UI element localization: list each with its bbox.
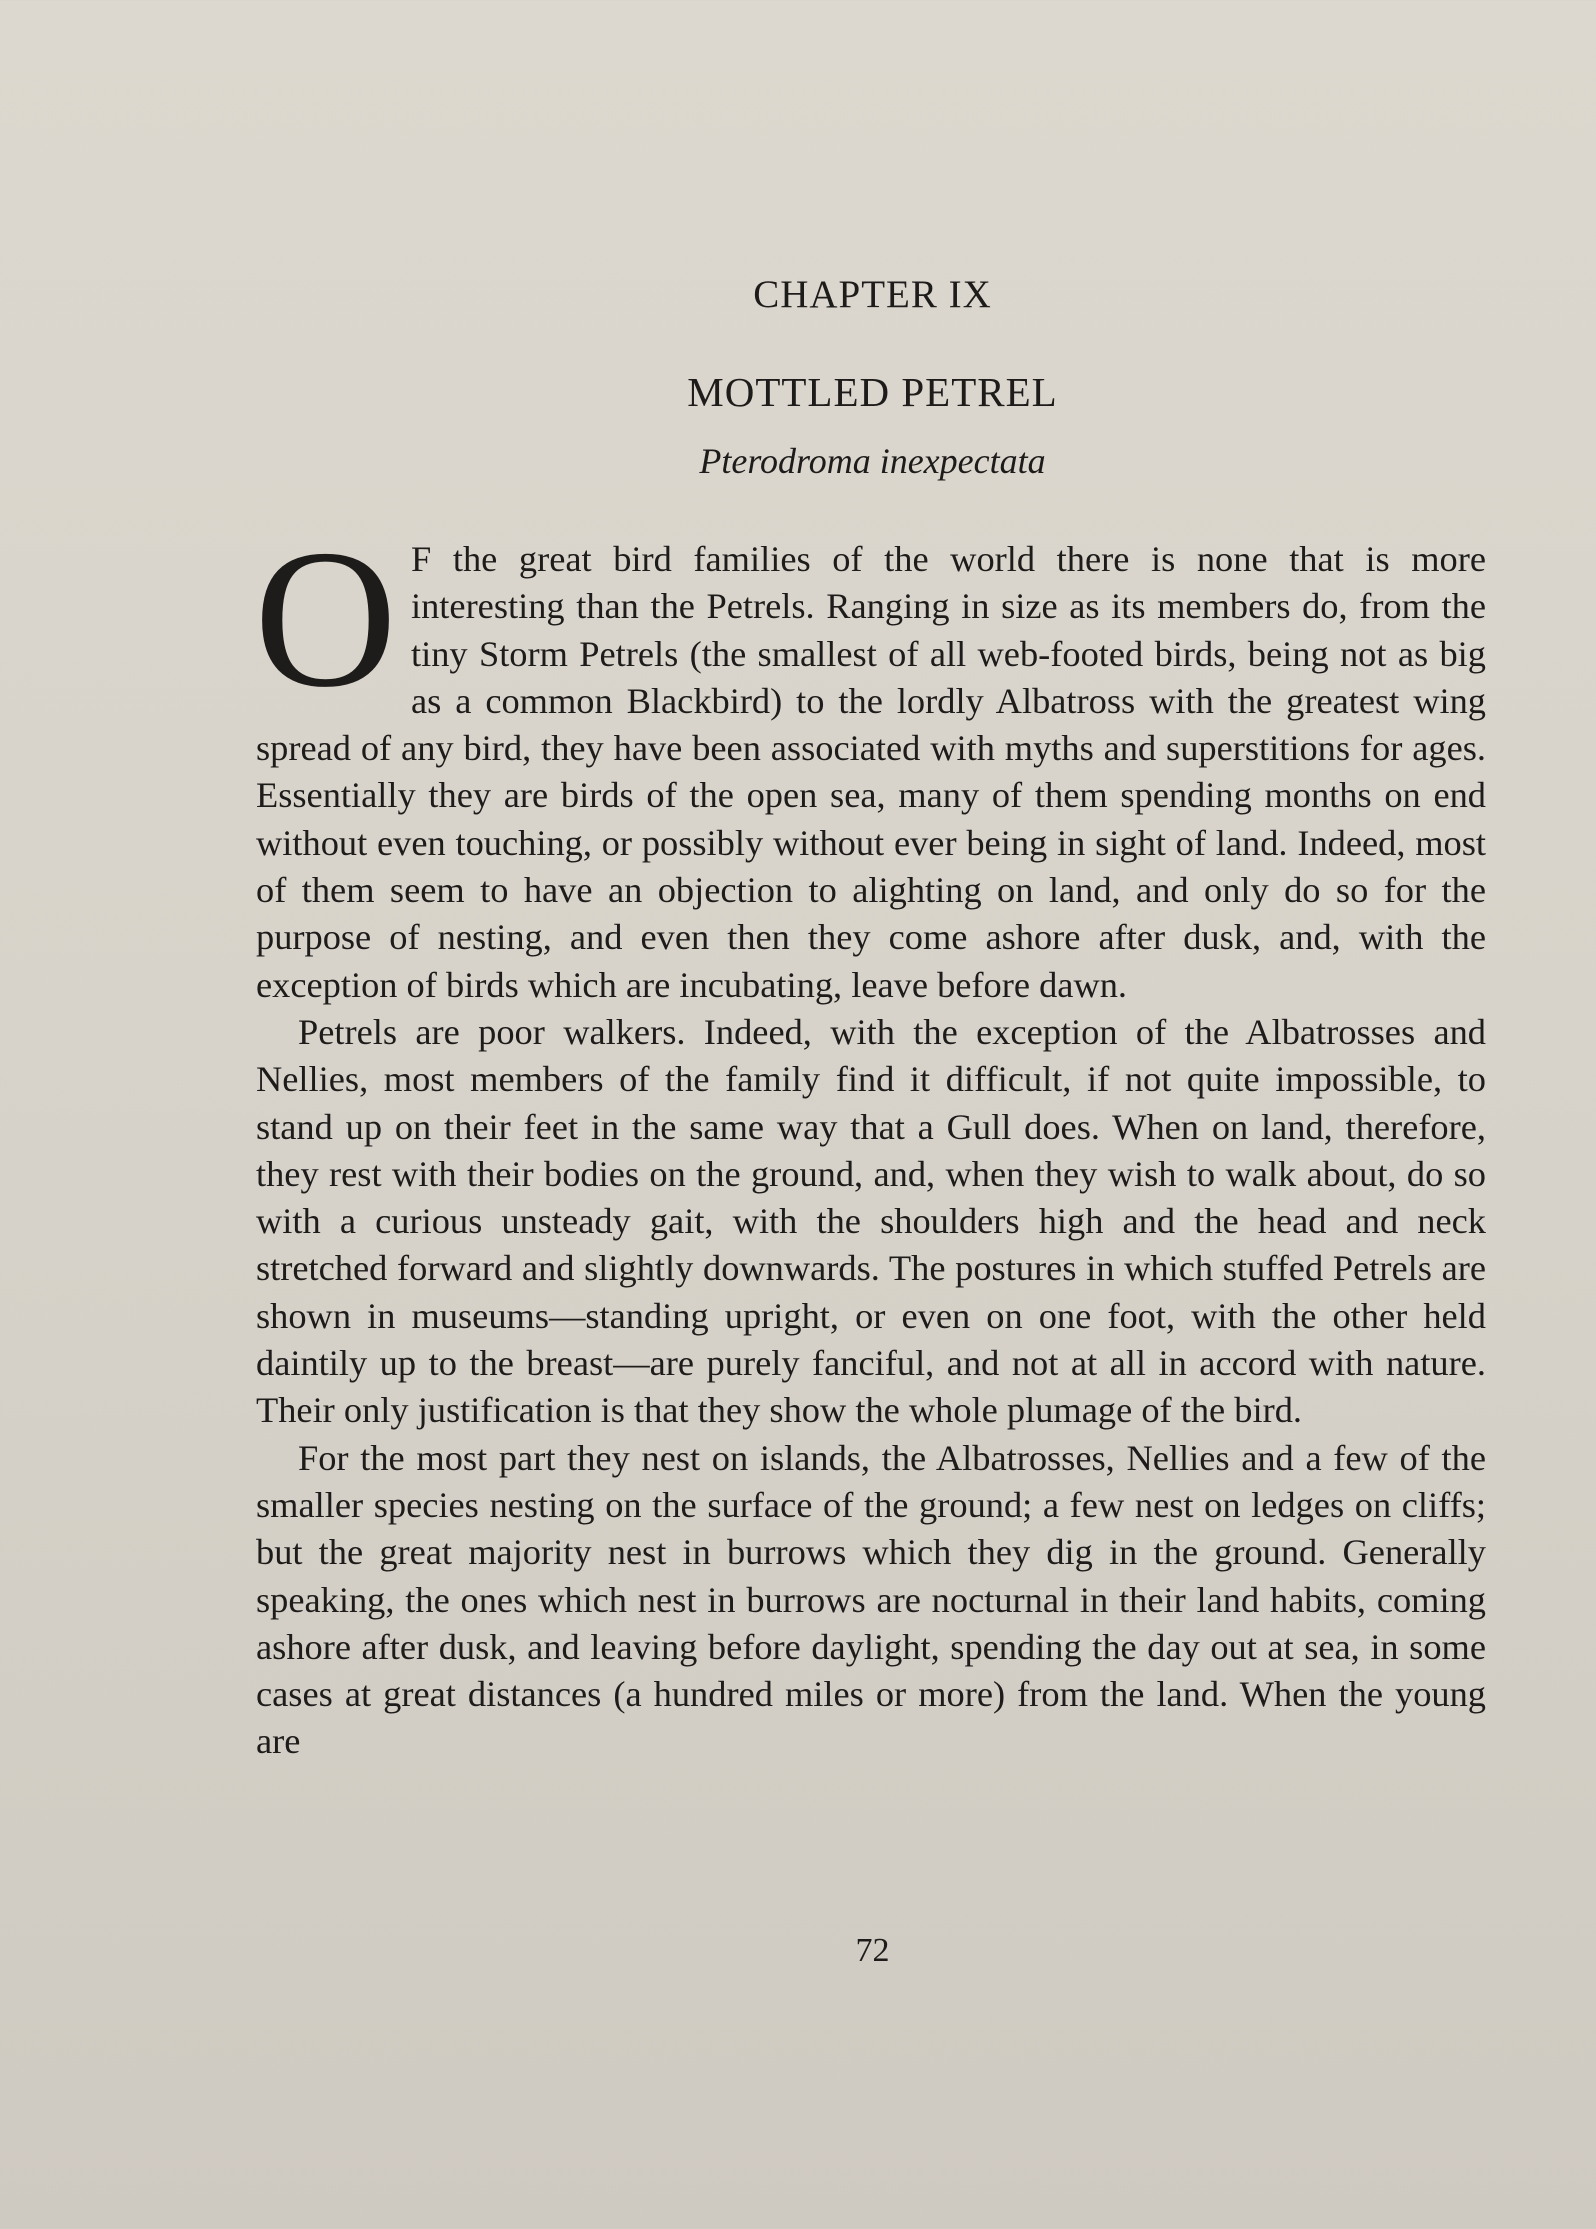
- paragraph-3: For the most part they nest on islands, the Albatrosses, Nellies and a few of the smaller species nesting on the surface of the ground; a few nest on ledges on cliffs; but the great majority nest in burrows which they dig in the ground. Generally speaking, the ones which nest in burrows are nocturnal in their land habits, coming ashore after dusk, and leaving before daylight, spending the day out at sea, in some cases at great distances (a hundred miles or more) from the land. When the young are: [256, 1437, 1486, 1762]
- paragraph-1: [254, 509, 1486, 1009]
- chapter-title: MOTTLED PETREL: [687, 369, 1058, 415]
- body-text: [254, 509, 1486, 1766]
- paragraph-1-text: F the great bird families of the world there is none that is more interesting than the Petrels. Ranging in size as its members do, from the tiny Storm Petrels (the smallest of all web-footed birds, being not as big as a common Blackbird) to the lordly Albatross with the greatest wing spread of any bird, they have been associated with myths and superstitions for ages. Essentially they are birds of the open sea, many of them spending months on end without even touching, or possibly without ever being in sight of land. Indeed, most of them seem to have an objection to alighting on land, and only do so for the purpose of nesting, and even then they come ashore after dusk, and, with the exception of birds which are incubating, leave before dawn.: [256, 539, 1486, 1005]
- scientific-name: Pterodroma inexpectata: [699, 441, 1046, 481]
- page-number: 72: [855, 1932, 890, 1969]
- paragraph-2: Petrels are poor walkers. Indeed, with the exception of the Albatrosses and Nellies, most members of the family find it difficult, if not quite impossible, to stand up on their feet in the same way that a Gull does. When on land, therefore, they rest with their bodies on the ground, and, when they wish to walk about, do so with a curious unsteady gait, with the shoulders high and the head and neck stretched forward and slightly downwards. The postures in which stuffed Petrels are shown in museums—standing upright, or even on one foot, with the other held daintily up to the breast—are purely fanciful, and not at all in accord with nature. Their only justification is that they show the whole plumage of the bird.: [256, 1011, 1486, 1431]
- chapter-heading: CHAPTER IX: [753, 273, 992, 316]
- drop-cap: O: [254, 509, 397, 728]
